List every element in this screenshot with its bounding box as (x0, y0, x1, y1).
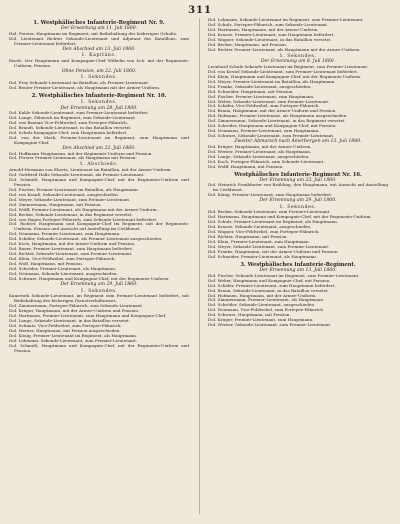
entry-line: Leonhard Schulz Sekonde-Lieutenant im Regiment, zum Premier-Lieutenant. (208, 63, 369, 69)
entry-line: Dol. Lange, Fähnrich im Regiment, zum Sekonde-Lieutenant. (9, 115, 137, 121)
entry-line: Kamerath Sekonde-Lieutenant, im Regiment zum Premier-Lieutenant befördert, mit Beibehaltung des bisherigen Dienstverhältnisses. (9, 293, 189, 304)
entry-line: Dol. Wolff, Premier-Lieutenant, als Hauptmann mit der Armee-Uniform. (9, 206, 158, 212)
entry-line: Dol. Kahle Sekonde-Lieutenant, zum Premier-Lieutenant befördert. (9, 110, 149, 116)
entry-line: Dol. Meyer, Premier-Lieutenant im Bataillon, als Hauptmann. (208, 78, 336, 84)
regiment-heading: 2. Westphälisches Infanterie-Regiment Nr. 10. (31, 92, 167, 99)
entry-line: Dol. Schröder, Premier-Lieutenant, als Hauptmann. (9, 266, 117, 272)
section-subheading: 1. Kapitäns. (81, 53, 117, 59)
entry-line: Dol. Hofmann, Hauptmann, mit der Armee-Uniform. (208, 292, 317, 298)
entry-line: Dol. Schmitz, Vice-Feldwebel, zum Portepee-Fähnrich. (9, 322, 122, 328)
entry-line: Dol. Richter, Hauptmann, mit Pension. (208, 234, 288, 240)
entry-line: Dol. Schwarz, Hauptmann und Kompagnie-Chef, mit der Regiments-Uniform. (9, 275, 170, 281)
section-subheading: 1. Sekondes. (80, 100, 118, 106)
entry-line: Dol. Koch, Hauptmann, mit der Armee-Uniform und Pension. (9, 241, 136, 247)
entry-line: Dol. Wolf, Hauptmann, mit Pension. (9, 261, 84, 267)
entry-line: Dol. Zimmermann, Premier-Lieutenant, als Hauptmann. (208, 297, 325, 303)
entry-line: Dol. Richter Premier-Lieutenant, als Hauptmann mit der Armee-Uniform. (208, 46, 361, 52)
entry-line: Dol. Weber, Hauptmann und Kompagnie-Chef, mit Pension. (208, 277, 331, 283)
entry-line: Dol. Zimmermann, Sekonde-Lieutenant, in das Regiment versetzt. (208, 118, 346, 124)
entry-line: Dol. Heinrich Frankfurter von Brühling, den Hauptmann, mit Aussicht auf Anstellung im Civildienst. (208, 182, 388, 193)
entry-line: Dol. Krause, Sekonde-Lieutenant, ausgeschieden. (208, 224, 312, 230)
entry-line: Dol. Hoffmann Hauptmann, mit der Regiments-Uniform und Pension. (9, 150, 153, 156)
entry-line: Dol. Klein, Premier-Lieutenant, zum Hauptmann. (208, 239, 310, 245)
entry-line: Dol. Brandt, Sekonde-Lieutenant, in das Bataillon versetzt. (9, 125, 132, 131)
entry-line: Hol. Forster, Hauptmann im Regiment, mit Beibehaltung des bisherigen Gehalts. (9, 30, 178, 36)
entry-line: Dol. Fischer, Premier-Lieutenant, zum Hauptmann. (208, 93, 315, 99)
entry-line: Dol. Krause, Premier-Lieutenant, zum Hauptmann befördert. (208, 31, 335, 37)
entry-line: Dol. von Bastian Vice-Feldwebel, zum Portepee-Fähnrich. (9, 120, 129, 126)
entry-line: Dol. Richter, Hauptmann und Kompagnie-Chef im Regiment, mit der Regiments-Uniform, Pension und Aussicht auf Anstellung im Civildienst. (9, 221, 189, 232)
entry-line: Dol. Braun, Sekonde-Lieutenant, in das Bataillon versetzt. (208, 287, 329, 293)
date-subheading: Ohne Pension, am 22. Juli 1860. (61, 68, 137, 74)
entry-line: Dol. Schneider, Hauptmann, mit Pension. (208, 88, 294, 94)
entry-line: Dol. von Krauß, Sekonde-Lieutenant, ausgeschieden. (9, 191, 120, 197)
date-subheading: Den Abschied am 13. Juli 1860. (62, 46, 136, 52)
entry-line: Dol. Wagner, Vice-Feldwebel, zum Portepee-Fähnrich. (208, 229, 320, 235)
entry-line: Dol. Schulz Kompagnie-Chef, zum Hauptmann befördert. (9, 130, 128, 136)
entry-line: Dol. Beuter Premier-Lieutenant, als Hauptmann mit der Armee-Uniform. (9, 84, 161, 90)
date-subheading: Den Abschied am 22. Juli 1860. (62, 145, 136, 151)
entry-line: Dol. Lieutenant Richter Sekonde-Lieutenant und Adjutant des Bataillons, zum Premier-Lieutenant befördert. (9, 35, 189, 46)
date-subheading: Der Ernennung am 29. Juli 1860. (259, 198, 337, 204)
entry-line: Dol. Neumann, Sekonde-Lieutenant, ausgeschieden. (9, 271, 118, 277)
entry-line: Dol. Hartmann, Hauptmann und Kompagnie-Chef, mit der Regiments-Uniform. (208, 214, 372, 220)
entry-line: Dol. König, Premier-Lieutenant im Regiment, als Hauptmann. (9, 332, 138, 338)
entry-line: Dol. Neumann, Premier-Lieutenant, zum Hauptmann. (208, 128, 320, 134)
entry-line: Dol. Bauer, Premier-Lieutenant, zum Hauptmann befördert. (9, 246, 134, 252)
entry-line: Dol. Lehmann, Sekonde-Lieutenant, zum Premier-Lieutenant. (9, 337, 137, 343)
date-subheading: Der Ernennung am 29. Juli 1860. (60, 281, 138, 287)
entry-line: Dol. Krüger, Hauptmann, mit der Armee-Uniform. (208, 143, 312, 149)
entry-line: Dol. Becker, Sekonde-Lieutenant, zum Premier-Lieutenant. (208, 209, 331, 215)
entry-line: Dol. Schulz, Portepee-Fähnrich, zum Sekonde-Lieutenant. (208, 21, 329, 27)
entry-line: Dol. Becker, Sekonde-Lieutenant, in das Regiment versetzt. (9, 211, 133, 217)
entry-line: Dol. Hofmann, Premier-Lieutenant, als Hauptmann ausgeschieden. (208, 113, 348, 119)
section-subheading: 1. Sekondes. (279, 53, 317, 59)
entry-line: Dol. von Kessel Sekonde-Lieutenant, zum Premier-Lieutenant befördert. (208, 68, 359, 74)
entry-line: Dol. von Hagen Portepee-Fähnrich, zum Sekonde-Lieutenant befördert. (9, 216, 158, 222)
entry-line: Dol. Schneider, Premier-Lieutenant, als Hauptmann. (208, 253, 318, 259)
entry-line: Dol. Schwarz, Sekonde-Lieutenant, zum Premier-Lieutenant. (208, 133, 335, 139)
date-subheading: Der Ernennung am 8. Juli 1860. (260, 59, 336, 65)
entry-line: Dol. Schmidt, Hauptmann und Kompagnie-Chef, mit der Regiments-Uniform und Pension. (9, 176, 189, 187)
section-subheading: 1. Abschieds. (79, 162, 119, 168)
entry-line: Dol. Schröder, Sekonde-Lieutenant, ausgeschieden. (208, 302, 316, 308)
entry-line: Dol. König, Premier-Lieutenant, zum Hauptmann befördert. (208, 192, 333, 198)
entry-line: Eisele. Der Hauptmann und Kompagnie-Chef Wilhelm von Sch. mit der Regiments-Uniform, Pension. (9, 57, 189, 68)
entry-line: Dol. Krüger, Premier-Lieutenant, zum Hauptmann. (208, 317, 314, 323)
entry-line: Dol. Schmidt, Hauptmann und Kompagnie-Chef, mit der Regiments-Uniform und Pension. (9, 342, 189, 353)
entry-line: Dol. Neumann, Premier-Lieutenant, zum Hauptmann. (9, 231, 121, 237)
entry-line: Dol. Koch, Portepee-Fähnrich, zum Sekonde-Lieutenant. (208, 158, 325, 164)
date-subheading: Der Erwartung am 11. Juli 1860. (60, 26, 138, 32)
entry-line: Dol. Frey Sekonde-Lieutenant im Bataillon, als Premier-Lieutenant. (9, 79, 150, 85)
section-subheading: 1. Sekondes. (279, 204, 317, 210)
entry-line: Dol. Lehmann, Sekonde-Lieutenant im Regiment, zum Premier-Lieutenant. (208, 18, 364, 22)
entry-line: Dol. Schäfer, Premier-Lieutenant, zum Hauptmann befördert. (208, 282, 336, 288)
left-column (9, 18, 189, 516)
entry-line: Dol. Krüger, Hauptmann, mit der Armee-Uniform und Pension. (9, 307, 140, 313)
entry-line: Dol. Franke, Hauptmann, mit der Armee-Uniform und Pension. (208, 248, 339, 254)
entry-line: Dol. Wagner, Sekonde-Lieutenant, in das Bataillon versetzt. (208, 36, 332, 42)
entry-line: Dol. Meyer, Sekonde-Lieutenant, zum Premier-Lieutenant. (9, 196, 131, 202)
entry-line: Dol. Schäfer, Vice-Feldwebel, zum Portepee-Fähnrich. (208, 103, 320, 109)
entry-line: Dol. Fischer, Sekonde-Lieutenant im Regiment, zum Premier-Lieutenant. (208, 272, 360, 278)
entry-line: Dol. Werner, Sekonde-Lieutenant, zum Premier-Lieutenant. (208, 322, 332, 328)
entry-line: Dol. Zimmermann, Portepee-Fähnrich, zum Sekonde-Lieutenant. (9, 303, 144, 309)
entry-line: Dol. Gottfried Halle Sekonde-Lieutenant, als Premier-Lieutenant. (9, 171, 145, 177)
entry-line: Dol. Weber, Sekonde-Lieutenant, zum Premier-Lieutenant. (208, 98, 330, 104)
date-subheading: Zweiter Abmarsch nach Amerbergen am 13. Juli 1860. (234, 139, 362, 145)
entry-line: Dol. von der Mark, Premier-Lieutenant im Regiment, zum Hauptmann und Kompagnie-Chef. (9, 135, 189, 145)
regiment-heading: 3. Westphälisches Infanterie-Regiment. (240, 261, 356, 268)
entry-line: Dol. Becker, Hauptmann, mit Pension. (208, 41, 288, 47)
entry-line: Dol. Werner, Premier-Lieutenant, als Hauptmann. (208, 148, 312, 154)
entry-line: Dol. Richter, Sekonde-Lieutenant, zum Premier-Lieutenant. (9, 251, 133, 257)
date-subheading: Der Ernennung am 23. Juli 1860. (259, 177, 337, 183)
entry-line: Arnold-Hermann von Ebertz, Lieutenant im Bataillon, mit der Armee-Uniform. (9, 167, 172, 172)
regiment-heading: Westphälisches Infanterie-Regiment Nr. 16. (234, 171, 362, 178)
entry-line: Dol. Klein, Vice-Feldwebel, zum Portepee-Fähnrich. (9, 256, 116, 262)
date-subheading: Der Ernennung am 13. Juli 1860. (259, 268, 337, 274)
entry-line: Dol. Zimmermann, Hauptmann, mit Pension. (9, 201, 102, 207)
entry-line: Dol. Schröder, Hauptmann und Kompagnie-Chef, mit Pension. (208, 123, 337, 129)
entry-line: Dol. Fischer, Premier-Lieutenant im Bataillon, als Hauptmann. (9, 186, 139, 192)
section-subheading: 1. Sekondes. (80, 75, 118, 81)
page-number: 311 (188, 5, 212, 16)
entry-line: Dol. Neumann, Vice-Feldwebel, zum Portepee-Fähnrich. (208, 307, 325, 313)
entry-line: Dol. Schwarz, Hauptmann, mit Pension. (208, 312, 291, 318)
entry-line: Dol. Franke, Sekonde-Lieutenant, ausgeschieden. (208, 83, 312, 89)
entry-line: Dol. Lange, Sekonde-Lieutenant, ausgeschieden. (208, 153, 310, 159)
regiment-heading: 1. Westphälisches Infanterie-Regiment Nr. 9. (33, 20, 165, 26)
date-subheading: Der Ernennung am 28. Juli 1860. (60, 105, 138, 111)
column-divider (199, 18, 200, 514)
entry-line: Dol. Lange, Sekonde-Lieutenant, in das Bataillon versetzt. (9, 317, 130, 323)
entry-line: Dol. Werner, Hauptmann, mit Pension ausgeschieden. (9, 327, 121, 333)
right-column (208, 18, 388, 516)
entry-line: Dol. Hartmann, Premier-Lieutenant, zum Hauptmann und Kompagnie-Chef. (9, 312, 167, 318)
entry-line: Dol. Braun, Hauptmann, mit der Armee-Uniform und Pension. (208, 108, 337, 114)
entry-line: Dol. Wolff, Hauptmann, mit Pension. (208, 163, 284, 169)
entry-line: Dol. Meyer, Sekonde-Lieutenant, zum Premier-Lieutenant. (208, 244, 330, 250)
entry-line: Dol. Schäfer, Sekonde-Lieutenant, als Premier-Lieutenant ausgeschieden. (9, 236, 163, 242)
entry-line: Dol. Klein, Hauptmann und Kompagnie-Chef, mit der Regiments-Uniform. (208, 73, 362, 79)
entry-line: Dol. Hartmann, Hauptmann, mit der Armee-Uniform. (208, 26, 319, 32)
section-subheading: 1. Sekondes. (80, 288, 118, 294)
entry-line: Dol. Förster Premier-Lieutenant, als Hauptmann mit Pension. (9, 155, 137, 161)
entry-line: Dol. Schulz, Premier-Lieutenant im Regiment, als Hauptmann. (208, 219, 339, 225)
